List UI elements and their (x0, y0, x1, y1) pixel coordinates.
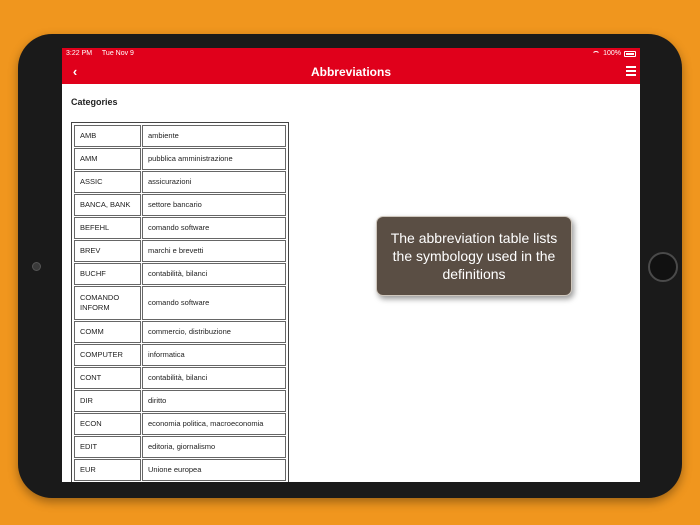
meaning-cell: contabilità, bilanci (142, 367, 286, 389)
abbreviation-table (71, 122, 289, 482)
chevron-left-icon: ‹ (72, 64, 78, 79)
meaning-cell: comando software (142, 217, 286, 239)
table-row[interactable] (74, 344, 286, 366)
meaning-cell: contabilità, bilanci (142, 263, 286, 285)
callout-text: The abbreviation table lists the symbology used in the definitions (390, 230, 558, 282)
abbreviation-cell: ECON (74, 413, 141, 435)
meaning-cell: diritto (142, 390, 286, 412)
camera-icon (32, 262, 41, 271)
abbreviation-cell: DIR (74, 390, 141, 412)
abbreviation-cell: COMPUTER (74, 344, 141, 366)
abbreviation-cell: BEFEHL (74, 217, 141, 239)
abbreviation-cell: EUR (74, 459, 141, 481)
table-row[interactable] (74, 436, 286, 458)
hamburger-menu-icon (626, 66, 636, 76)
abbreviation-cell: BREV (74, 240, 141, 262)
table-row[interactable] (74, 148, 286, 170)
table-row[interactable] (74, 367, 286, 389)
meaning-cell: commercio, distribuzione (142, 321, 286, 343)
page-title: Abbreviations (310, 65, 391, 79)
table-row[interactable] (74, 321, 286, 343)
status-bar (62, 48, 640, 60)
abbreviation-cell: BANCA, BANK (74, 194, 141, 216)
meaning-cell: pubblica amministrazione (142, 148, 286, 170)
callout-tooltip (376, 216, 572, 296)
status-left (66, 48, 142, 60)
meaning-cell: informatica (142, 344, 286, 366)
menu-button[interactable] (626, 66, 636, 78)
meaning-cell: settore bancario (142, 194, 286, 216)
table-row[interactable] (74, 240, 286, 262)
abbreviation-cell: CONT (74, 367, 141, 389)
abbreviation-cell: AMB (74, 125, 141, 147)
abbreviation-cell: COMM (74, 321, 141, 343)
navigation-bar (62, 60, 640, 84)
battery-percent: 100% (603, 50, 621, 57)
abbreviation-cell: ASSIC (74, 171, 141, 193)
abbreviation-cell: EDIT (74, 436, 141, 458)
tablet-device (18, 34, 682, 498)
meaning-cell: ambiente (142, 125, 286, 147)
table-row[interactable] (74, 125, 286, 147)
abbreviation-cell: COMANDO INFORM (74, 286, 141, 320)
meaning-cell: comando software (142, 286, 286, 320)
status-time: 3:22 PM (66, 50, 93, 57)
back-button[interactable] (66, 63, 84, 81)
meaning-cell: Unione europea (142, 459, 286, 481)
meaning-cell: economia politica, macroeconomia (142, 413, 286, 435)
abbreviation-cell: BUCHF (74, 263, 141, 285)
table-row[interactable] (74, 286, 286, 320)
table-row[interactable] (74, 413, 286, 435)
content-area (62, 84, 640, 482)
table-row[interactable] (74, 194, 286, 216)
table-row[interactable] (74, 171, 286, 193)
meaning-cell: editoria, giornalismo (142, 436, 286, 458)
battery-icon (624, 51, 636, 57)
status-right (592, 48, 636, 60)
meaning-cell: marchi e brevetti (142, 240, 286, 262)
wifi-icon (592, 51, 600, 57)
abbreviation-table-body (74, 125, 286, 481)
home-button[interactable] (648, 252, 678, 282)
status-date: Tue Nov 9 (101, 50, 134, 57)
table-row[interactable] (74, 263, 286, 285)
meaning-cell: assicurazioni (142, 171, 286, 193)
abbreviation-cell: AMM (74, 148, 141, 170)
table-row[interactable] (74, 217, 286, 239)
table-row[interactable] (74, 459, 286, 481)
app-screen (62, 48, 640, 482)
table-row[interactable] (74, 390, 286, 412)
section-title: Categories (71, 97, 118, 107)
